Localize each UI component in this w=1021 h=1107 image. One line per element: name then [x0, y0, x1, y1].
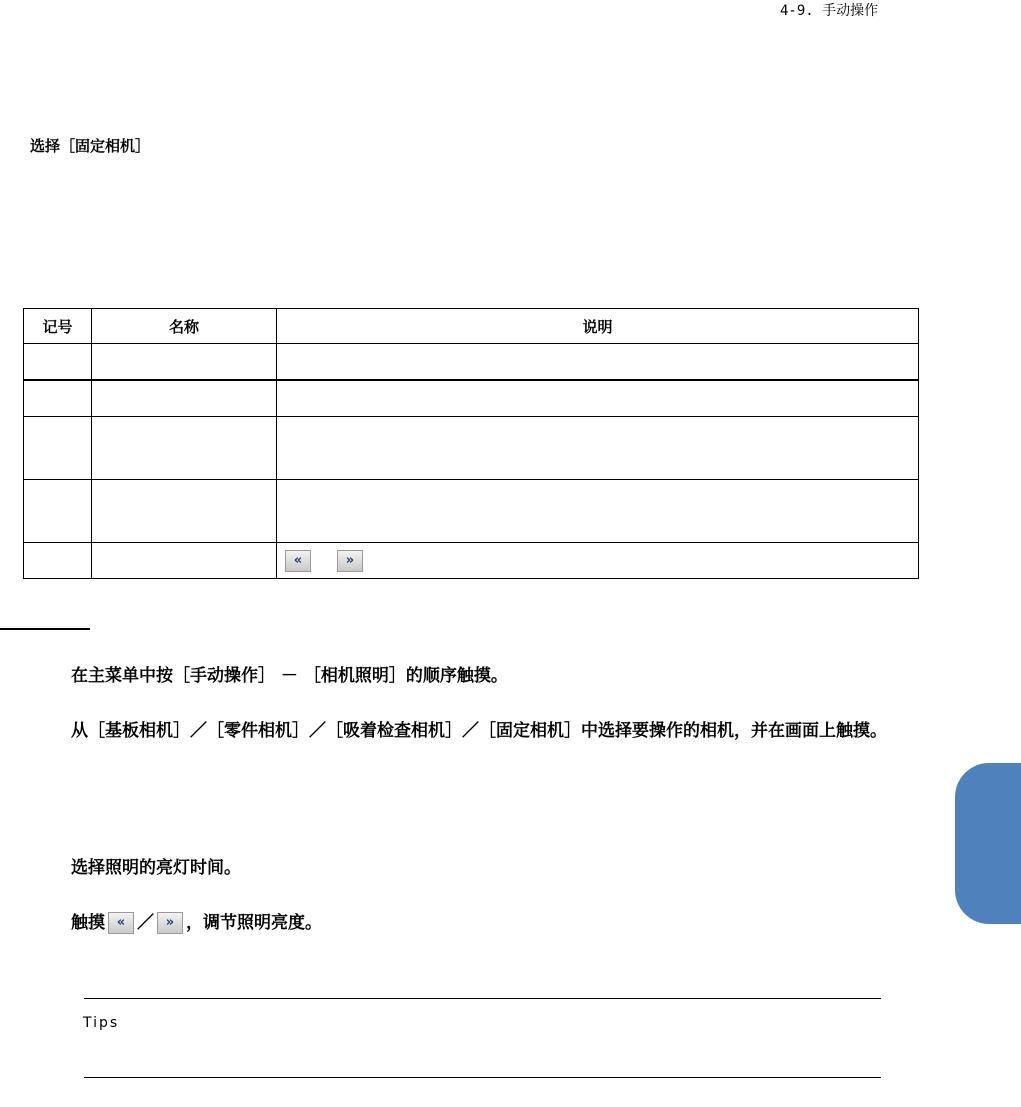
step-5-separator: ／ [137, 913, 154, 933]
tips-label: Tips [83, 1015, 120, 1031]
table-cell-description [277, 543, 919, 579]
table-cell-mark [24, 344, 92, 381]
decrease-brightness-icon: « [285, 550, 311, 572]
table-row [24, 380, 919, 417]
chapter-tab [955, 763, 1021, 924]
table-cell-name [92, 417, 277, 480]
table-cell-mark [24, 417, 92, 480]
section-divider [0, 628, 90, 630]
table-cell-name [92, 344, 277, 381]
step-5-prefix: 触摸 [71, 913, 105, 933]
step-5-suffix: ，调节照明亮度。 [186, 913, 322, 933]
table-row [24, 480, 919, 543]
table-cell-description [277, 480, 919, 543]
step-4-text: 选择照明的亮灯时间。 [71, 858, 241, 878]
section-title: 4-9. 手动操作 [780, 3, 879, 19]
tips-bottom-rule [84, 1077, 881, 1078]
column-header-name: 名称 [92, 309, 277, 344]
spec-table [23, 308, 919, 579]
decrease-brightness-icon: « [108, 912, 134, 934]
table-cell-mark [24, 480, 92, 543]
step-2-text: 从［基板相机］／［零件相机］／［吸着检查相机］／［固定相机］中选择要操作的相机，并在画面上触摸。 [71, 721, 887, 741]
table-row [24, 344, 919, 381]
table-cell-mark [24, 380, 92, 417]
table-cell-description [277, 417, 919, 480]
table-row [24, 543, 919, 579]
table-cell-name [92, 543, 277, 579]
step-5-text [71, 911, 911, 936]
increase-brightness-icon: » [157, 912, 183, 934]
table-header-row [24, 309, 919, 344]
increase-brightness-icon: » [337, 550, 363, 572]
column-header-mark: 记号 [24, 309, 92, 344]
column-header-description: 说明 [277, 309, 919, 344]
table-cell-description [277, 380, 919, 417]
table-cell-description [277, 344, 919, 381]
intro-text: 选择［固定相机］ [30, 137, 151, 155]
step-1-text: 在主菜单中按［手动操作］ － ［相机照明］的顺序触摸。 [71, 666, 508, 686]
table-cell-name [92, 380, 277, 417]
table-row [24, 417, 919, 480]
table-cell-mark [24, 543, 92, 579]
tips-top-rule [84, 998, 881, 999]
table-cell-name [92, 480, 277, 543]
